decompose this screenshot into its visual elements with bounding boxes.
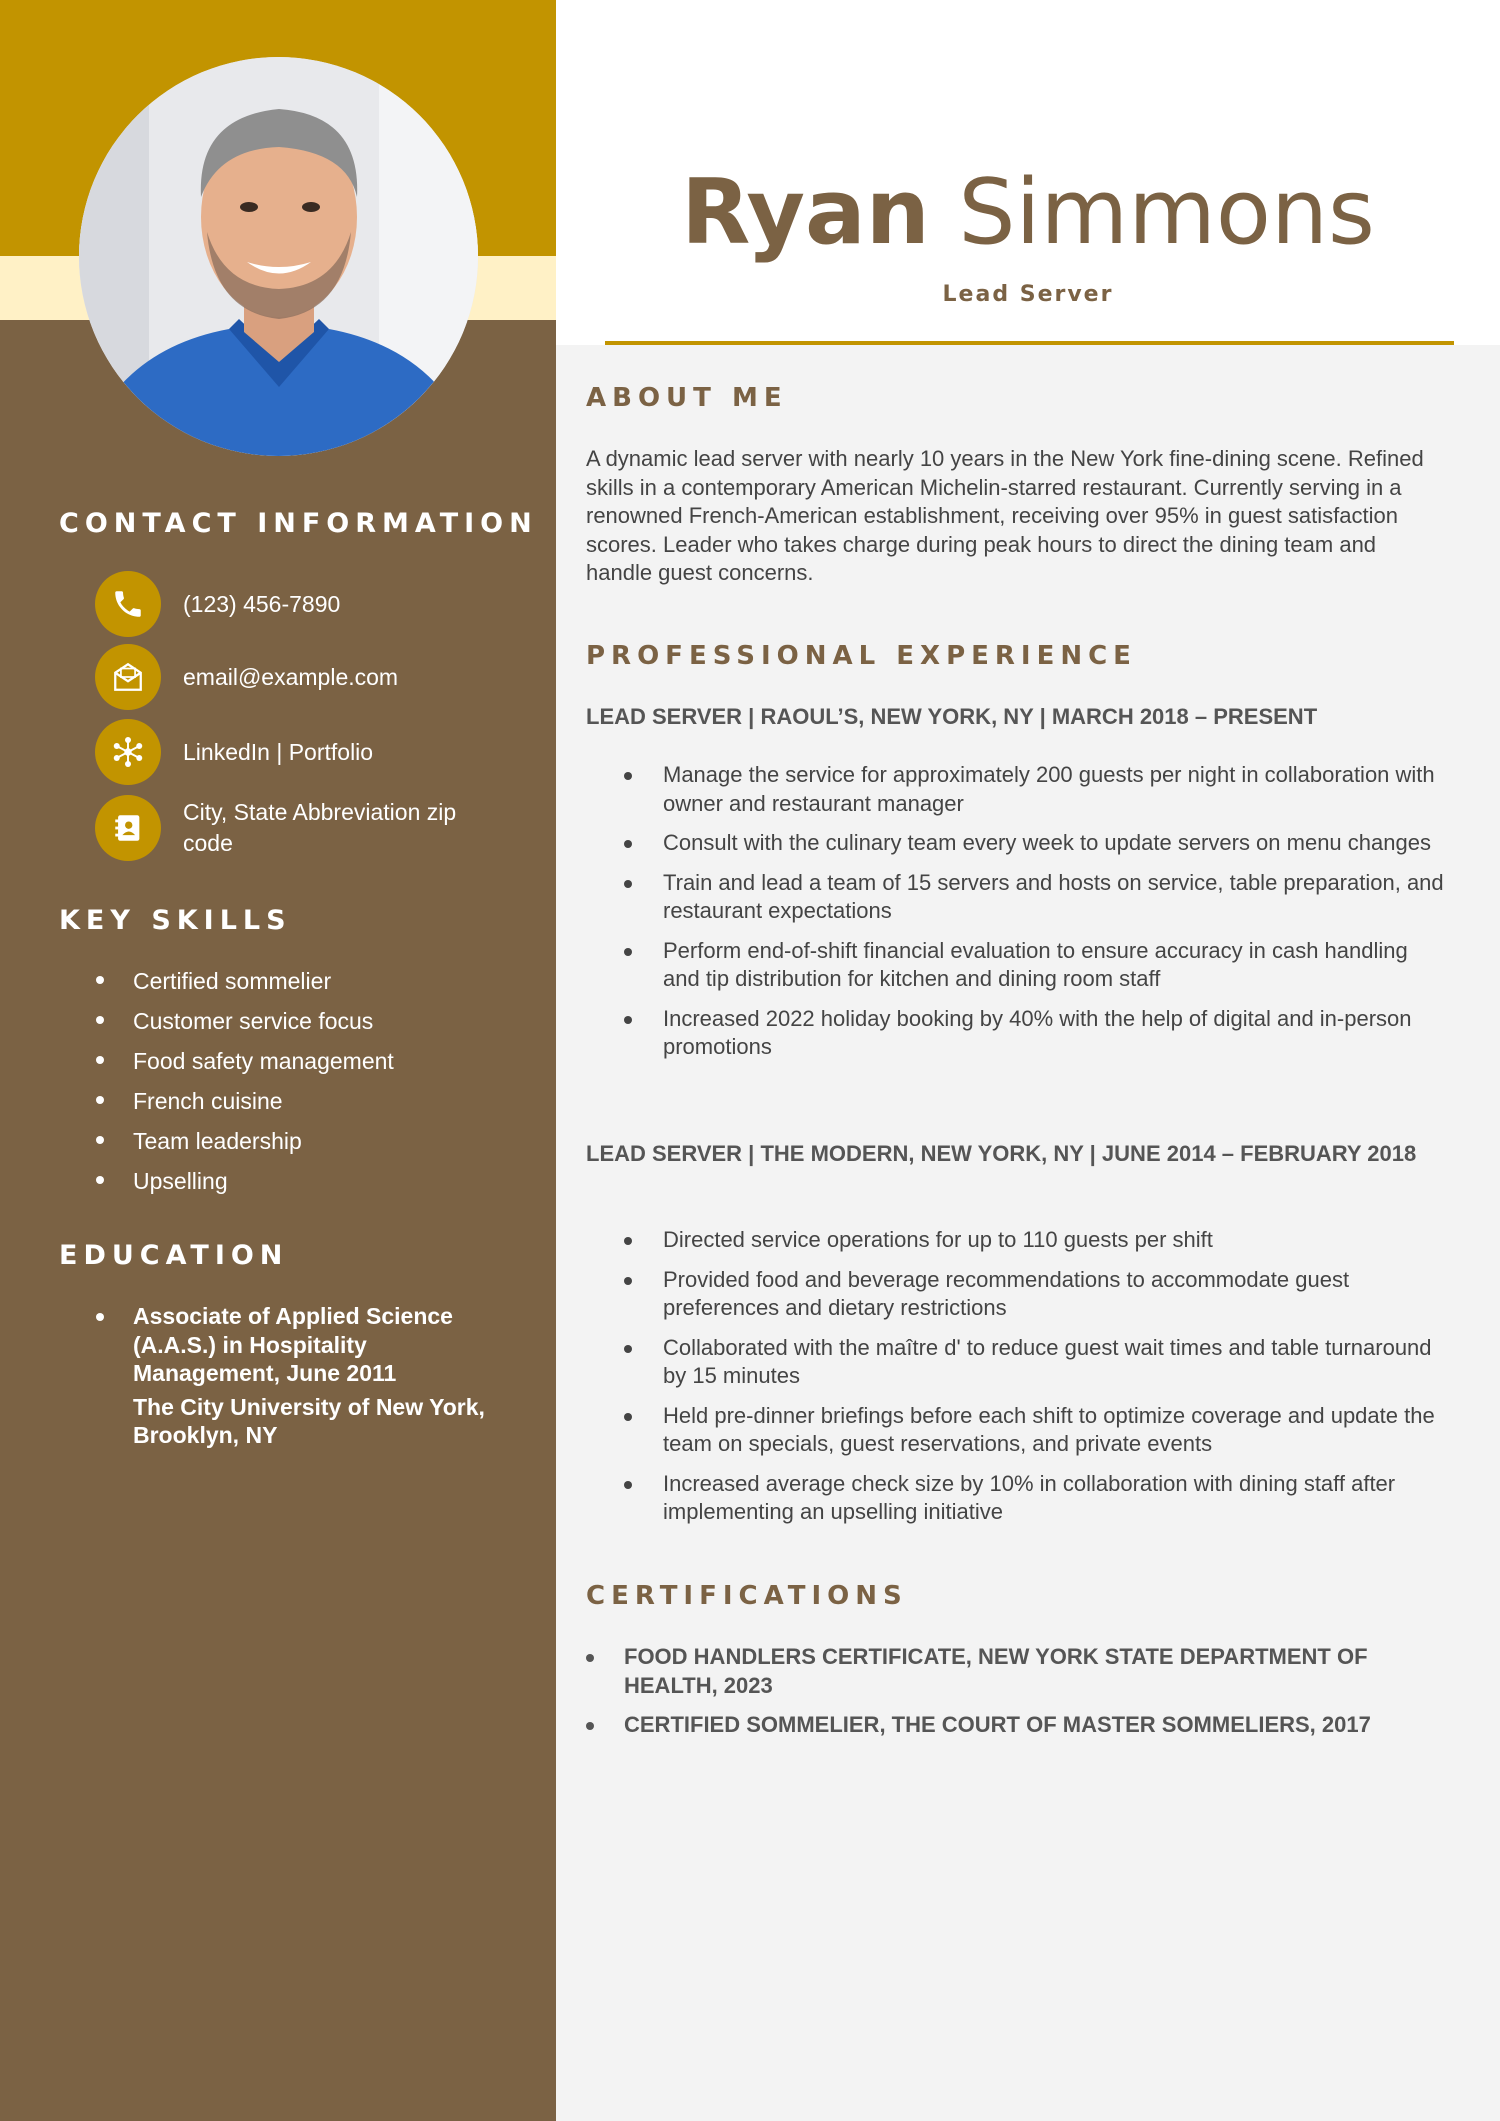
certifications-list — [586, 1643, 1446, 1751]
network-icon — [95, 719, 161, 785]
bullet-item: Provided food and beverage recommendations to accommodate guest preferences and dietary restrictions — [624, 1266, 1444, 1323]
education-heading: EDUCATION — [59, 1240, 289, 1271]
bullet-item: Consult with the culinary team every week to update servers on menu changes — [624, 829, 1444, 858]
address-book-icon — [95, 795, 161, 861]
bullet-item: Increased average check size by 10% in collaboration with dining staff after implementing an upselling initiative — [624, 1470, 1444, 1527]
contact-address[interactable] — [95, 795, 493, 861]
bullet-item: Collaborated with the maître d' to reduce guest wait times and table turnaround by 15 minutes — [624, 1334, 1444, 1391]
job-2-bullets — [624, 1226, 1444, 1538]
education-degree: Associate of Applied Science (A.A.S.) in Hospitality Management, June 2011 — [133, 1303, 453, 1386]
bullet-item: Increased 2022 holiday booking by 40% with the help of digital and in-person promotions — [624, 1005, 1444, 1062]
skill-item: Food safety management — [96, 1043, 394, 1083]
profile-photo — [79, 57, 478, 456]
contact-heading: CONTACT INFORMATION — [59, 508, 538, 539]
certification-item: FOOD HANDLERS CERTIFICATE, NEW YORK STATE DEPARTMENT OF HEALTH, 2023 — [586, 1643, 1446, 1700]
certifications-heading: CERTIFICATIONS — [586, 1581, 908, 1611]
skill-item: Customer service focus — [96, 1003, 394, 1043]
education-list — [96, 1302, 496, 1450]
skill-item: Certified sommelier — [96, 963, 394, 1003]
experience-heading: PROFESSIONAL EXPERIENCE — [586, 641, 1137, 671]
candidate-name — [556, 160, 1500, 265]
bullet-item: Manage the service for approximately 200 guests per night in collaboration with owner and restaurant manager — [624, 761, 1444, 818]
job-title: Lead Server — [942, 282, 1114, 307]
skills-heading: KEY SKILLS — [59, 905, 292, 936]
bullet-item: Perform end-of-shift financial evaluation to ensure accuracy in cash handling and tip distribution for kitchen and dining room staff — [624, 937, 1444, 994]
bullet-item: Held pre-dinner briefings before each shift to optimize coverage and update the team on specials, guest reservations, and private events — [624, 1402, 1444, 1459]
links-text: LinkedIn | Portfolio — [183, 738, 374, 765]
education-school: The City University of New York, Brooklyn, NY — [133, 1393, 485, 1448]
skills-list — [96, 963, 394, 1203]
job-1-title: LEAD SERVER | RAOUL’S, NEW YORK, NY | MARCH 2018 – PRESENT — [586, 704, 1318, 729]
sidebar — [0, 0, 556, 2121]
first-name: Ryan — [681, 160, 930, 265]
phone-icon — [95, 571, 161, 637]
contact-phone[interactable] — [95, 571, 493, 637]
header-divider — [605, 341, 1454, 345]
about-heading: ABOUT ME — [586, 383, 788, 413]
last-name: Simmons — [958, 160, 1375, 265]
job-2-title: LEAD SERVER | THE MODERN, NEW YORK, NY | JUNE 2014 – FEBRUARY 2018 — [586, 1141, 1417, 1166]
certification-item: CERTIFIED SOMMELIER, THE COURT OF MASTER SOMMELIERS, 2017 — [586, 1711, 1446, 1740]
phone-text: (123) 456-7890 — [183, 590, 341, 617]
about-text: A dynamic lead server with nearly 10 years in the New York fine-dining scene. Refined skills in a contemporary American Michelin-starred restaurant. Currently serving in a renowned French-American establishment, receiving over 95% in guest satisfaction scores. Leader who takes charge during peak hours to direct the dining team and handle guest concerns. — [586, 446, 1424, 585]
header — [556, 0, 1500, 345]
job-1-bullets — [624, 761, 1444, 1073]
contact-email[interactable] — [95, 644, 493, 710]
skill-item: Team leadership — [96, 1123, 394, 1163]
skill-item: Upselling — [96, 1163, 394, 1203]
envelope-icon — [95, 644, 161, 710]
bullet-item: Directed service operations for up to 110 guests per shift — [624, 1226, 1444, 1255]
skill-item: French cuisine — [96, 1083, 394, 1123]
education-item — [96, 1302, 496, 1450]
bullet-item: Train and lead a team of 15 servers and hosts on service, table preparation, and restaurant expectations — [624, 869, 1444, 926]
address-text: City, State Abbreviation zip code — [183, 799, 457, 856]
contact-links[interactable] — [95, 719, 493, 785]
email-text: email@example.com — [183, 663, 399, 690]
